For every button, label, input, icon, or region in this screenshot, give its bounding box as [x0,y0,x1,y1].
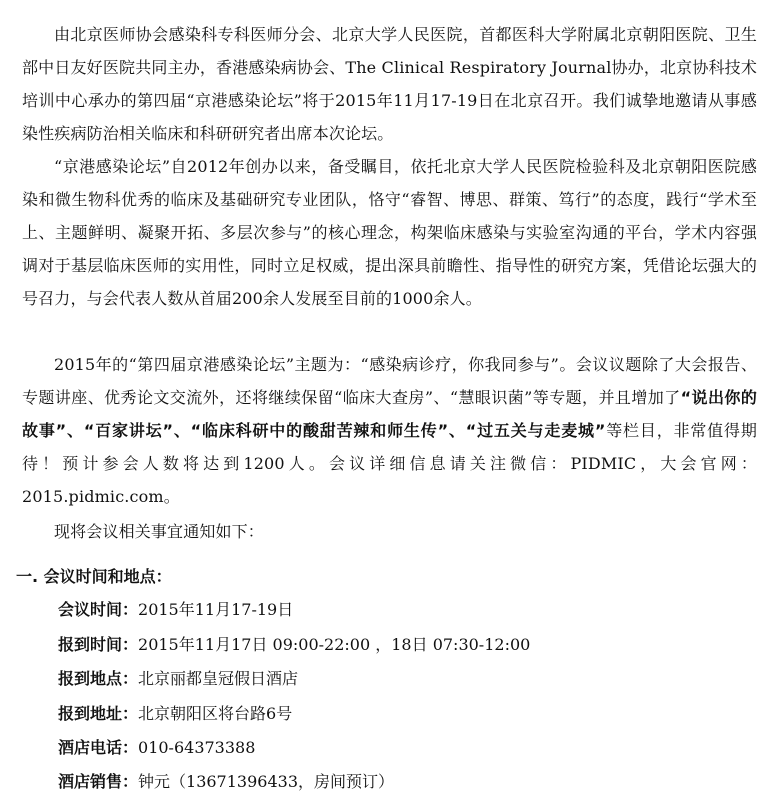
info-value: 2015年11月17日 09:00-22:00 ，18日 07:30-12:00 [138,635,531,654]
new-sessions-bold-text: “说出你的故事”、“百家讲坛”、“临床科研中的酸甜苦辣和师生传”、“过五关与走麦城” [22,388,757,440]
info-label: 会议时间： [58,600,139,619]
info-label: 报到地点： [58,669,139,688]
theme-text: 2015年的“第四届京港感染论坛”主题为：“感染病诊疗，你我同参与”。会议议题除了大会报告、专题讲座、优秀论文交流外，还将继续保留“临床大查房”、“慧眼识菌”等专题，并且增加了 [22,355,757,407]
info-label: 酒店销售： [58,772,139,791]
info-label: 报到时间： [58,635,139,654]
info-value: 钟元（13671396433，房间预订） [138,772,394,791]
info-row-meeting-time [58,598,293,622]
info-value: 北京朝阳区将台路6号 [138,704,293,723]
info-label: 酒店电话： [58,738,139,757]
theme-text-continued: 等栏目，非常值得期待！预计参会人数将达到1200人。会议详细信息请关注微信：PIDMIC，大会官网：2015.pidmic.com。 [22,421,757,506]
notice-intro-paragraph: 现将会议相关事宜通知如下： [54,522,264,541]
info-value: 北京丽都皇冠假日酒店 [138,669,299,688]
intro-paragraph: 由北京医师协会感染科专科医师分会、北京大学人民医院，首都医科大学附属北京朝阳医院、卫生部中日友好医院共同主办，香港感染病协会、The Clinical Respiratory Journal协办，北京协科技术培训中心承办的第四届“京港感染论坛”将于2015年11月17-19日在北京召开。我们诚挚地邀请从事感染性疾病防治相关临床和科研研究者出席本次论坛。 [22,25,757,143]
info-row-registration-place [58,667,298,691]
forum-history-paragraph: “京港感染论坛”自2012年创办以来，备受瞩目，依托北京大学人民医院检验科及北京朝阳医院感染和微生物科优秀的临床及基础研究专业团队，恪守“睿智、博思、群策、笃行”的态度，践行“学术至上、主题鲜明、凝聚开拓、多层次参与”的核心理念，构架临床感染与实验室沟通的平台，学术内容强调对于基层临床医师的实用性，同时立足权威，提出深具前瞻性、指导性的研究方案，凭借论坛强大的号召力，与会代表人数从首届200余人发展至目前的1000余人。 [22,157,757,308]
info-row-hotel-phone [58,736,255,760]
forum-theme-paragraph [22,348,757,513]
info-row-hotel-sales [58,770,394,794]
info-row-registration-address [58,702,292,726]
section-heading-time-location: 一. 会议时间和地点： [16,567,172,586]
info-value: 2015年11月17-19日 [138,600,294,619]
info-label: 报到地址： [58,704,139,723]
info-value: 010-64373388 [138,738,256,757]
info-row-registration-time [58,633,530,657]
